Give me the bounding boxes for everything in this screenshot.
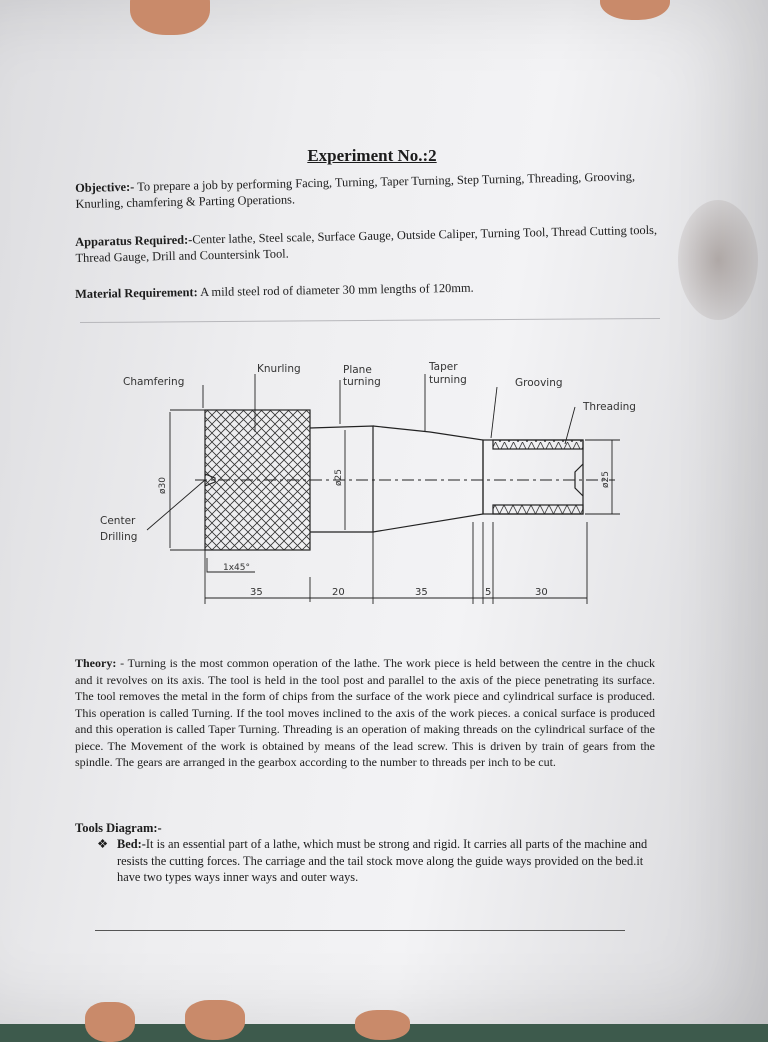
label-threading: Threading <box>583 401 636 413</box>
finger-bottom-1 <box>85 1002 135 1042</box>
dim-35-a: 35 <box>250 587 263 598</box>
objective-label: Objective:- <box>75 179 135 195</box>
tools-heading: Tools Diagram:- <box>75 821 162 835</box>
label-knurling: Knurling <box>257 363 301 375</box>
finger-bottom-3 <box>355 1010 410 1040</box>
taper-section <box>373 426 483 532</box>
label-dia-25b: ø25 <box>601 471 611 488</box>
label-center-2: Drilling <box>100 531 138 543</box>
shadow <box>678 200 758 320</box>
finger-bottom-2 <box>185 1000 245 1040</box>
label-taper-1: Taper <box>429 361 458 373</box>
thread-bottom <box>493 505 583 514</box>
material-text: A mild steel rod of diameter 30 mm lengths of 120mm. <box>197 280 474 300</box>
material-label: Material Requirement: <box>75 285 198 301</box>
bed-text: It is an essential part of a lathe, which must be strong and rigid. It carries all parts of the machine and resists the cutting forces. The carriage and the tail stock move along the guide ways provided on the bed.it have two types ways inner ways and outer ways. <box>117 837 648 884</box>
job-drawing <box>95 352 675 612</box>
groove-section <box>483 440 583 514</box>
dim-20: 20 <box>332 587 345 598</box>
label-chamfering: Chamfering <box>123 376 185 388</box>
dim-5: 5 <box>485 587 492 598</box>
theory-paragraph <box>75 655 655 771</box>
theory-label: Theory: <box>75 656 117 670</box>
page-title: Experiment No.:2 <box>307 146 437 165</box>
dim-35-b: 35 <box>415 587 428 598</box>
label-plane-2: turning <box>343 376 381 388</box>
diamond-bullet-icon: ❖ <box>97 837 109 851</box>
theory-text: - Turning is the most common operation of the lathe. The work piece is held between the centre in the chuck and it revolves on its axis. The tool is held in the tool post and parallel to the axis of the piece penetrating its surface. The tool removes the metal in the form of chips from the surface of the work piece and cylindrical surface is produced. This operation is called Turning. If the tool moves inclined to the axis of the work pieces. a conical surface is produced and this operation is called Taper Turning. Threading is an operation of making threads on the cylindrical surface of the piece. The Movement of the work is obtained by means of the lead screw. This is driven by train of gears from the spindle. The gears are arranged in the gearbox according to the number to threads per inch to be cut. <box>75 656 655 769</box>
label-dia-30: ø30 <box>158 477 168 494</box>
apparatus-text: Center lathe, Steel scale, Surface Gauge, Outside Caliper, Turning Tool, Thread Cutting tools, Thread Gauge, Drill and Countersink Tool. <box>75 222 658 265</box>
label-dia-25: ø25 <box>334 469 344 486</box>
divider-bottom <box>95 930 625 931</box>
label-plane-1: Plane <box>343 364 372 376</box>
label-grooving: Grooving <box>515 377 563 389</box>
label-chamfer-dim: 1x45° <box>223 563 251 573</box>
bed-description <box>117 836 657 886</box>
bed-label: Bed:- <box>117 837 146 851</box>
thread-top <box>493 440 583 449</box>
label-center-1: Center <box>100 515 136 527</box>
objective-text: To prepare a job by performing Facing, Turning, Taper Turning, Step Turning, Threading, Grooving, Knurling, chamfering & Parting Operations. <box>75 169 636 211</box>
label-taper-2: turning <box>429 374 467 386</box>
dim-30: 30 <box>535 587 548 598</box>
apparatus-label: Apparatus Required:- <box>75 232 193 249</box>
